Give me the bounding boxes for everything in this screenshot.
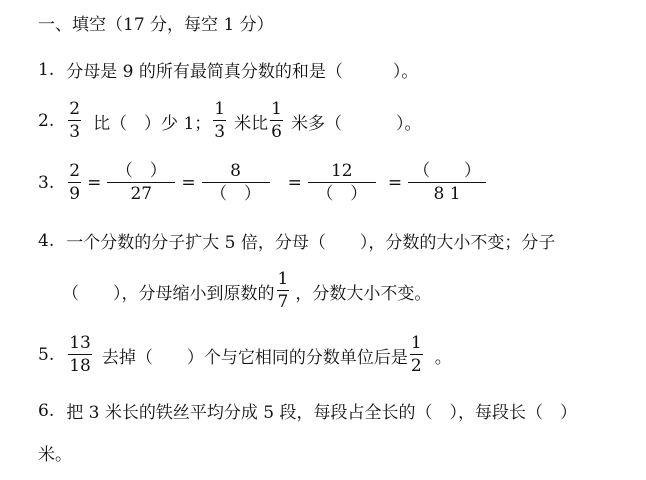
denominator: 3 xyxy=(69,122,81,142)
fraction-blank-over-81[interactable] xyxy=(408,163,486,203)
question-number: 4. xyxy=(38,230,55,251)
denominator: 6 xyxy=(271,122,282,142)
numerator: 2 xyxy=(69,161,81,181)
question-4-line-1 xyxy=(38,228,555,253)
question-5-text: 去掉（ ）个与它相同的分数单位后是 xyxy=(101,347,408,368)
question-4-line-2 xyxy=(62,266,431,316)
fraction-two-ninths xyxy=(68,163,81,203)
question-6-line-2 xyxy=(38,440,72,465)
question-number: 6. xyxy=(38,400,55,421)
fraction-two-thirds xyxy=(68,101,81,141)
numerator: 12 xyxy=(308,163,376,183)
question-6-text-end: 米。 xyxy=(38,445,72,465)
section-title-text: 一、填空（17 分，每空 1 分） xyxy=(38,15,274,35)
question-4-text-end: ，分数大小不变。 xyxy=(295,283,432,304)
numerator-blank[interactable]: （ ） xyxy=(107,163,175,183)
question-6-line-1 xyxy=(38,398,577,423)
numerator: 1 xyxy=(410,333,422,353)
denominator: 27 xyxy=(130,184,153,204)
question-4-text: 一个分数的分子扩大 5 倍，分母（ ），分数的大小不变；分子 xyxy=(66,233,556,253)
equals-sign: = xyxy=(287,173,302,193)
fraction-one-sixth xyxy=(270,101,283,141)
question-5 xyxy=(38,330,452,380)
equals-sign: = xyxy=(87,173,102,193)
question-6-text: 把 3 米长的铁丝平均分成 5 段，每段占全长的（ ），每段长（ ） xyxy=(66,403,577,423)
denominator: 2 xyxy=(410,356,422,376)
fraction-8-over-blank[interactable] xyxy=(202,163,270,203)
question-2 xyxy=(38,96,421,146)
fraction-one-half xyxy=(410,335,423,375)
question-3 xyxy=(38,158,488,208)
question-2-text-tail: 米多（ xyxy=(290,113,342,134)
question-1-text: 分母是 9 的所有最简真分数的和是（ xyxy=(66,62,343,82)
denominator: 7 xyxy=(277,292,289,312)
question-number: 1. xyxy=(38,59,55,80)
question-2-text-mid: 米比 xyxy=(234,113,269,134)
denominator: 8 1 xyxy=(433,184,461,204)
numerator-blank[interactable]: （ ） xyxy=(408,163,486,183)
question-1-text-end: ）。 xyxy=(392,62,419,82)
question-4-text-cont: （ ），分母缩小到原数的 xyxy=(62,283,275,304)
fraction-12-over-blank[interactable] xyxy=(308,163,376,203)
denominator-blank[interactable]: （ ） xyxy=(316,184,368,204)
denominator: 9 xyxy=(69,184,81,204)
equals-sign: = xyxy=(387,173,403,193)
question-number: 3. xyxy=(38,173,55,193)
denominator: 18 xyxy=(69,356,91,376)
numerator: 8 xyxy=(202,163,270,183)
denominator-blank[interactable]: （ ） xyxy=(210,184,262,204)
question-1 xyxy=(38,57,418,82)
numerator: 1 xyxy=(277,269,289,289)
numerator: 2 xyxy=(69,99,81,119)
question-2-text-end: ）。 xyxy=(395,113,422,134)
question-number: 2. xyxy=(38,111,55,131)
numerator: 1 xyxy=(271,99,282,119)
question-2-text: 比（ ）少 1； xyxy=(93,113,212,134)
denominator: 3 xyxy=(214,122,226,142)
section-title xyxy=(38,10,274,35)
fraction-blank-over-27[interactable] xyxy=(107,163,175,203)
numerator: 1 xyxy=(214,99,226,119)
fraction-one-third xyxy=(213,101,226,141)
fraction-one-seventh xyxy=(277,271,290,311)
numerator: 13 xyxy=(69,333,91,353)
fraction-13-eighteenths xyxy=(68,335,92,375)
question-number: 5. xyxy=(38,345,55,365)
question-5-text-end: 。 xyxy=(434,347,452,368)
equals-sign: = xyxy=(181,173,196,193)
